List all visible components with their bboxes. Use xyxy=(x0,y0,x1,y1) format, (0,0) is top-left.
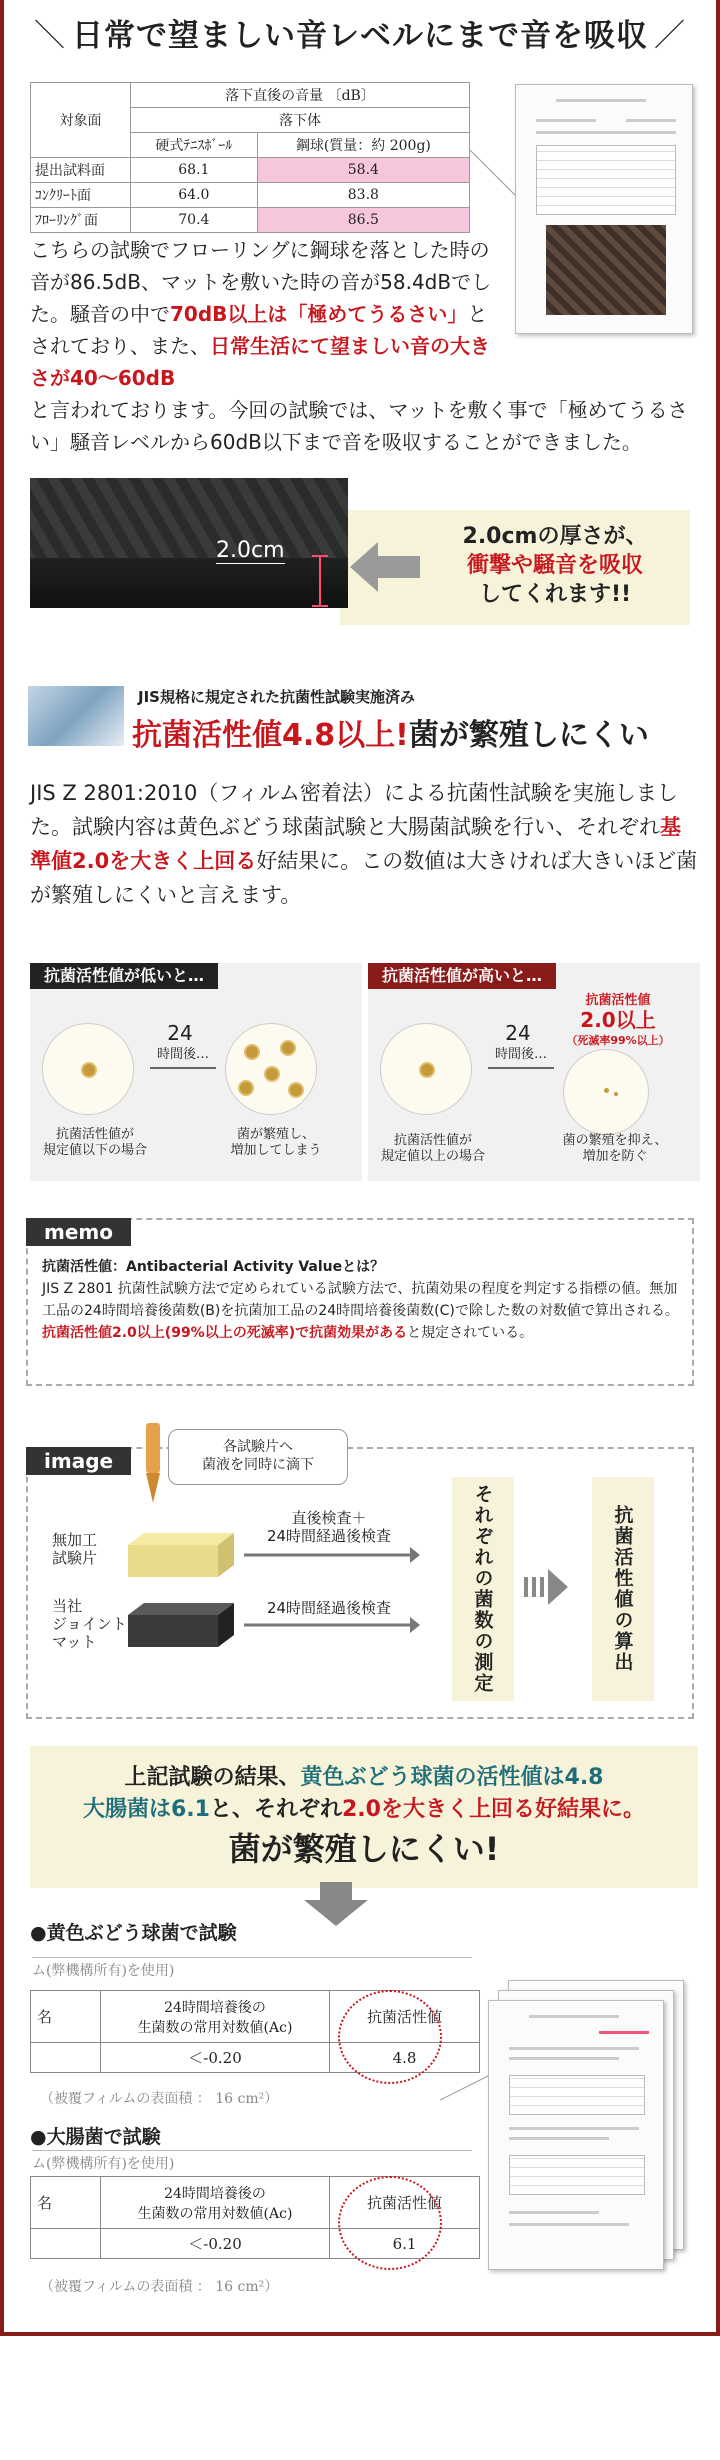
col-steel: 鋼球(質量：約 200g) xyxy=(257,133,469,158)
time-arrow xyxy=(150,1067,216,1069)
thickness-dimension-icon xyxy=(310,554,330,608)
row-value-highlight: 86.5 xyxy=(257,208,469,233)
header-top: 落下直後の音量 〔dB〕 xyxy=(131,83,470,108)
test1-top-text: ム(弊機構所有)を使用) xyxy=(32,1957,472,1980)
arrow2-label: 24時間経過後検査 xyxy=(266,1599,392,1617)
mat-sample-block xyxy=(128,1601,238,1649)
test2-col1: 24時間培養後の 生菌数の常用対数値(Ac) xyxy=(101,2177,330,2229)
thickness-callout xyxy=(340,510,690,625)
flow-arrow-2 xyxy=(244,1617,420,1633)
row-value: 64.0 xyxy=(131,183,258,208)
dropper-icon xyxy=(138,1423,168,1513)
time-arrow xyxy=(488,1067,554,1069)
down-arrow-icon xyxy=(304,1882,368,1926)
result-line2: 大腸菌は6.1と、それぞれ2.0を大きく上回る好結果に。 xyxy=(83,1797,645,1822)
row-value-highlight: 58.4 xyxy=(257,158,469,183)
section-heading xyxy=(0,10,720,55)
test1-highlight-circle xyxy=(338,1990,442,2084)
flow-arrow-1 xyxy=(244,1547,420,1563)
row-label: ﾌﾛｰﾘﾝｸﾞ面 xyxy=(31,208,131,233)
callout-line2: 衝撃や騒音を吸収 xyxy=(466,553,643,578)
callout-line1: 2.0cmの厚さが、 xyxy=(462,524,648,549)
row-value: 70.4 xyxy=(131,208,258,233)
test1-col1: 24時間培養後の 生菌数の常用対数値(Ac) xyxy=(101,1991,330,2043)
memo-body: JIS Z 2801 抗菌性試験方法で定められている試験方法で、抗菌効果の程度を判定する指標の値。無加工品の24時間培養後菌数(B)を抗菌加工品の24時間培養後菌数(C)で除した数の対数値で算出される。抗菌活性値2.0以上(99%以上の死滅率)で抗菌効果があると規定されている。 xyxy=(42,1281,679,1341)
col-tennis: 硬式ﾃﾆｽﾎﾞｰﾙ xyxy=(131,133,258,158)
thickness-label: 2.0cm xyxy=(216,538,285,563)
result-line1: 上記試験の結果、黄色ぶどう球菌の活性値は4.8 xyxy=(124,1765,604,1790)
petri-dish-after xyxy=(225,1023,317,1115)
antibac-subtitle: JIS規格に規定された抗菌性試験実施済み xyxy=(138,688,415,706)
test1-value2: 4.8 xyxy=(330,2043,480,2073)
memo-box xyxy=(26,1218,694,1386)
lab-photo xyxy=(28,686,124,746)
calculate-box: 抗菌活性値の算出 xyxy=(592,1477,654,1701)
antibac-paragraph: JIS Z 2801:2010（フィルム密着法）による抗菌性試験を実施しました。試験内容は黄色ぶどう球菌試験と大腸菌試験を行い、それぞれ基準値2.0を大きく上回る好結果に。この数値は大きければ大きいほど菌が繁殖しにくいと言えます。 xyxy=(30,781,698,907)
sound-table xyxy=(30,82,470,233)
heading-text: 日常で望ましい音レベルにまで音を吸収 xyxy=(72,18,648,54)
arrow1-label: 直後検査＋ 24時間経過後検査 xyxy=(266,1509,392,1545)
test2-highlight-circle xyxy=(338,2176,442,2270)
striped-arrow-icon xyxy=(524,1569,574,1605)
measure-box: それぞれの菌数の測定 xyxy=(452,1477,514,1701)
row-value: 68.1 xyxy=(131,158,258,183)
compare-high-panel xyxy=(368,963,700,1181)
compare-low-panel xyxy=(30,963,362,1181)
sample-untreated-label: 無加工 試験片 xyxy=(52,1531,98,1567)
test2-bottom-text: （被覆フィルムの表面積 ： 16 cm²） xyxy=(40,2279,279,2295)
sample-mat-label: 当社 ジョイント マット xyxy=(52,1597,127,1651)
row-label: 提出試料面 xyxy=(31,158,131,183)
left-arrow-icon xyxy=(350,542,420,592)
test2-value2: 6.1 xyxy=(330,2229,480,2259)
caption-left: 抗菌活性値が 規定値以下の場合 xyxy=(42,1127,147,1158)
result-box xyxy=(30,1746,698,1888)
test2-title: ●大腸菌で試験 xyxy=(30,2126,161,2148)
test2-top-text: ム(弊機構所有)を使用) xyxy=(32,2150,472,2173)
memo-title: 抗菌活性値：Antibacterial Activity Valueとは？ xyxy=(42,1259,385,1275)
image-tag: image xyxy=(26,1447,131,1475)
mat-photo xyxy=(30,478,348,608)
test1-title: ●黄色ぶどう球菌で試験 xyxy=(30,1922,237,1944)
sound-paragraph: こちらの試験でフローリングに鋼球を落とした時の音が86.5dB、マットを敷いた時の音が58.4dBでした。騒音の中で70dB以上は「極めてうるさい」とされており、また、日常生活にて望ましい音の大きさが40〜60dB xyxy=(30,238,492,390)
heading-slash-left: ＼ xyxy=(34,18,66,54)
value-label: 抗菌活性値 xyxy=(585,993,651,1008)
test-certificate-thumbnail xyxy=(515,84,693,334)
image-diagram xyxy=(26,1439,694,1719)
hours-number: 24 xyxy=(505,1021,531,1045)
value-note: （死滅率99%以上） xyxy=(566,1034,670,1047)
antibac-title: 抗菌活性値4.8以上!菌が繁殖しにくい xyxy=(132,718,649,753)
test2-col0: 名 xyxy=(31,2177,101,2229)
dropper-bubble: 各試験片へ 菌液を同時に滴下 xyxy=(168,1429,348,1485)
hours-number: 24 xyxy=(167,1021,193,1045)
result-line3: 菌が繁殖しにくい! xyxy=(228,1830,500,1868)
untreated-sample-block xyxy=(128,1531,238,1579)
test1-col0: 名 xyxy=(31,1991,101,2043)
petri-dish-before xyxy=(380,1023,472,1115)
compare-low-tag: 抗菌活性値が低いと… xyxy=(30,963,218,989)
memo-tag: memo xyxy=(26,1218,131,1246)
petri-dish-before xyxy=(42,1023,134,1115)
heading-slash-right: ／ xyxy=(654,18,686,54)
result-certificate-front xyxy=(488,2000,664,2270)
test1-bottom-text: （被覆フィルムの表面積 ： 16 cm²） xyxy=(40,2091,279,2107)
test2-value1: ＜-0.20 xyxy=(101,2229,330,2259)
caption-right: 菌が繁殖し、 増加してしまう xyxy=(230,1127,322,1158)
callout-line3: してくれます!! xyxy=(478,582,632,607)
hours-unit: 時間後… xyxy=(156,1047,209,1062)
col-target: 対象面 xyxy=(31,83,131,158)
row-label: ｺﾝｸﾘｰﾄ面 xyxy=(31,183,131,208)
value-number: 2.0以上 xyxy=(580,1008,656,1032)
caption-left: 抗菌活性値が 規定値以上の場合 xyxy=(380,1133,485,1164)
test1-value1: ＜-0.20 xyxy=(101,2043,330,2073)
caption-right: 菌の繁殖を抑え、 増加を防ぐ xyxy=(562,1133,668,1164)
sound-paragraph-cont: と言われております。今回の試験では、マットを敷く事で「極めてうるさい」騒音レベルから60dB以下まで音を吸収することができました。 xyxy=(30,398,688,454)
petri-dish-after xyxy=(563,1049,649,1135)
row-value: 83.8 xyxy=(257,183,469,208)
hours-unit: 時間後… xyxy=(494,1047,547,1062)
mat-edge xyxy=(30,558,348,608)
test2-col2: 抗菌活性値 xyxy=(330,2177,480,2229)
test1-col2: 抗菌活性値 xyxy=(330,1991,480,2043)
compare-high-tag: 抗菌活性値が高いと… xyxy=(368,963,556,989)
header-mid: 落下体 xyxy=(131,108,470,133)
